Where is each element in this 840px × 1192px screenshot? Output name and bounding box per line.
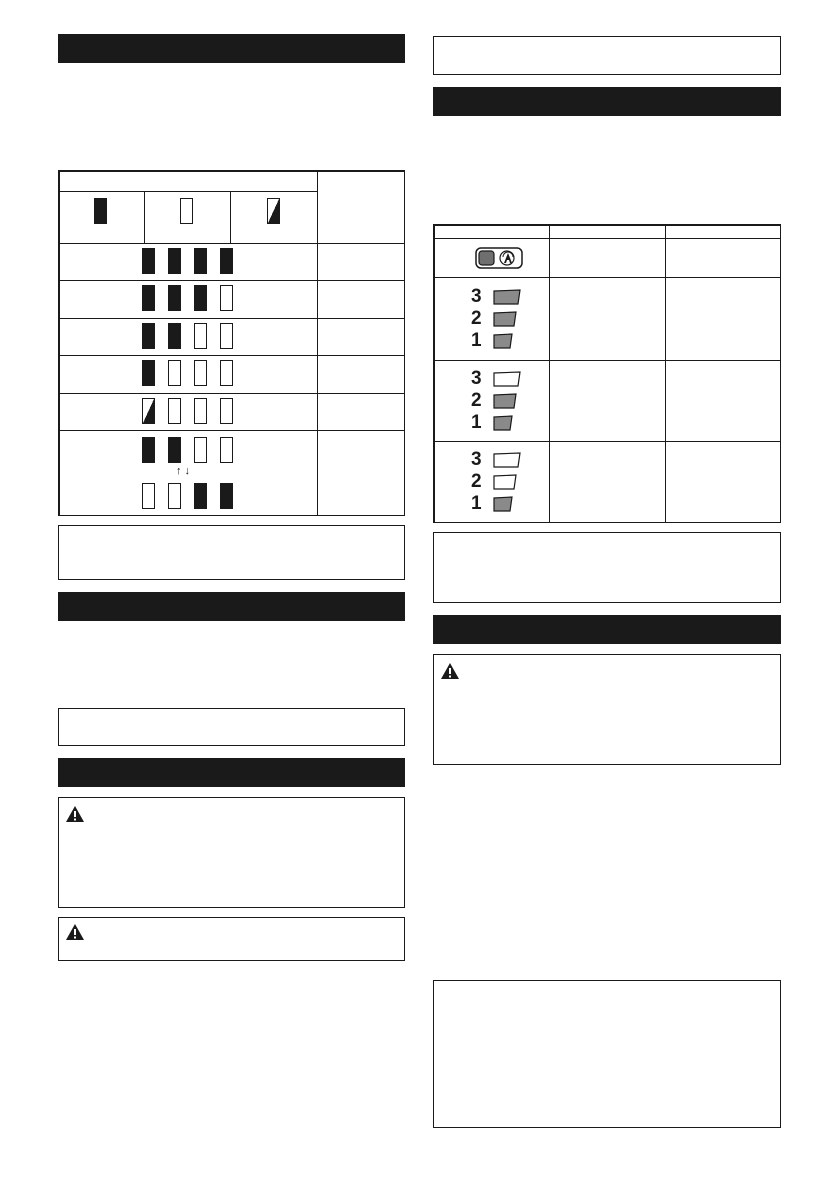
battery-indicator-cell (142, 323, 155, 349)
battery-indicator-cell (194, 248, 207, 274)
battery-indicator-cell (220, 323, 233, 349)
warning-icon (65, 805, 85, 823)
mode-level-number: 1 (471, 493, 482, 514)
battery-indicator-cell (220, 483, 233, 509)
battery-indicator-cell (168, 360, 181, 386)
mode-level-number: 2 (471, 471, 482, 492)
battery-indicator-cell (142, 437, 155, 463)
battery-indicator-cell (220, 285, 233, 311)
battery-indicator-cell (168, 248, 181, 274)
mode-level-indicator (493, 333, 513, 349)
section-header-bar-4 (433, 87, 781, 116)
note-box-2 (58, 708, 405, 746)
battery-indicator-cell (220, 398, 233, 424)
legend-blinking-indicator (267, 198, 280, 224)
battery-indicator-cell (194, 285, 207, 311)
note-box-right (433, 532, 781, 603)
mode-level-indicator (493, 452, 521, 468)
mode-level-indicator (493, 496, 513, 512)
mode-level-number: 3 (471, 368, 482, 389)
battery-indicator-cell (194, 437, 207, 463)
battery-indicator-cell (220, 248, 233, 274)
battery-indicator-cell (142, 285, 155, 311)
battery-indicator-cell (142, 248, 155, 274)
mode-level-indicator (493, 371, 521, 387)
battery-indicator-cell (194, 323, 207, 349)
battery-indicator-cell (142, 398, 155, 424)
battery-indicator-cell (220, 437, 233, 463)
battery-indicator-cell (194, 483, 207, 509)
mode-level-number: 3 (471, 286, 482, 307)
mode-level-number: 1 (471, 330, 482, 351)
battery-indicator-table (58, 170, 405, 516)
auto-mode-icon (501, 251, 515, 265)
mode-table (433, 224, 781, 523)
legend-lit-indicator (94, 198, 107, 224)
mode-level-number: 1 (471, 412, 482, 433)
mode-level-indicator (493, 311, 517, 327)
note-box-1 (58, 525, 405, 580)
section-header-bar-3 (58, 758, 405, 787)
legend-off-indicator (180, 198, 193, 224)
section-header-bar-2 (58, 592, 405, 621)
mode-level-indicator (493, 415, 513, 431)
mode-level-number: 2 (471, 390, 482, 411)
note-box-top-right (433, 36, 781, 75)
battery-indicator-cell (168, 437, 181, 463)
battery-indicator-cell (220, 360, 233, 386)
section-header-bar-1 (58, 34, 405, 63)
mode-level-indicator (493, 289, 521, 305)
warning-icon (440, 662, 460, 680)
battery-indicator-cell (142, 483, 155, 509)
section-header-bar-5 (433, 615, 781, 644)
battery-indicator-cell (168, 323, 181, 349)
mode-level-indicator (493, 393, 517, 409)
battery-indicator-cell (168, 285, 181, 311)
battery-indicator-cell (168, 483, 181, 509)
mode-button-icon (475, 247, 523, 269)
battery-indicator-cell (142, 360, 155, 386)
note-box-bottom-right (433, 980, 781, 1128)
warning-box-right (433, 654, 781, 765)
warning-box-2 (58, 917, 405, 961)
battery-indicator-cell (194, 360, 207, 386)
warning-box-1 (58, 797, 405, 908)
mode-level-number: 3 (471, 449, 482, 470)
alternating-arrows: ↑ ↓ (176, 465, 191, 477)
mode-level-indicator (493, 474, 517, 490)
warning-icon (65, 923, 85, 941)
battery-indicator-cell (168, 398, 181, 424)
mode-level-number: 2 (471, 308, 482, 329)
battery-indicator-cell (194, 398, 207, 424)
